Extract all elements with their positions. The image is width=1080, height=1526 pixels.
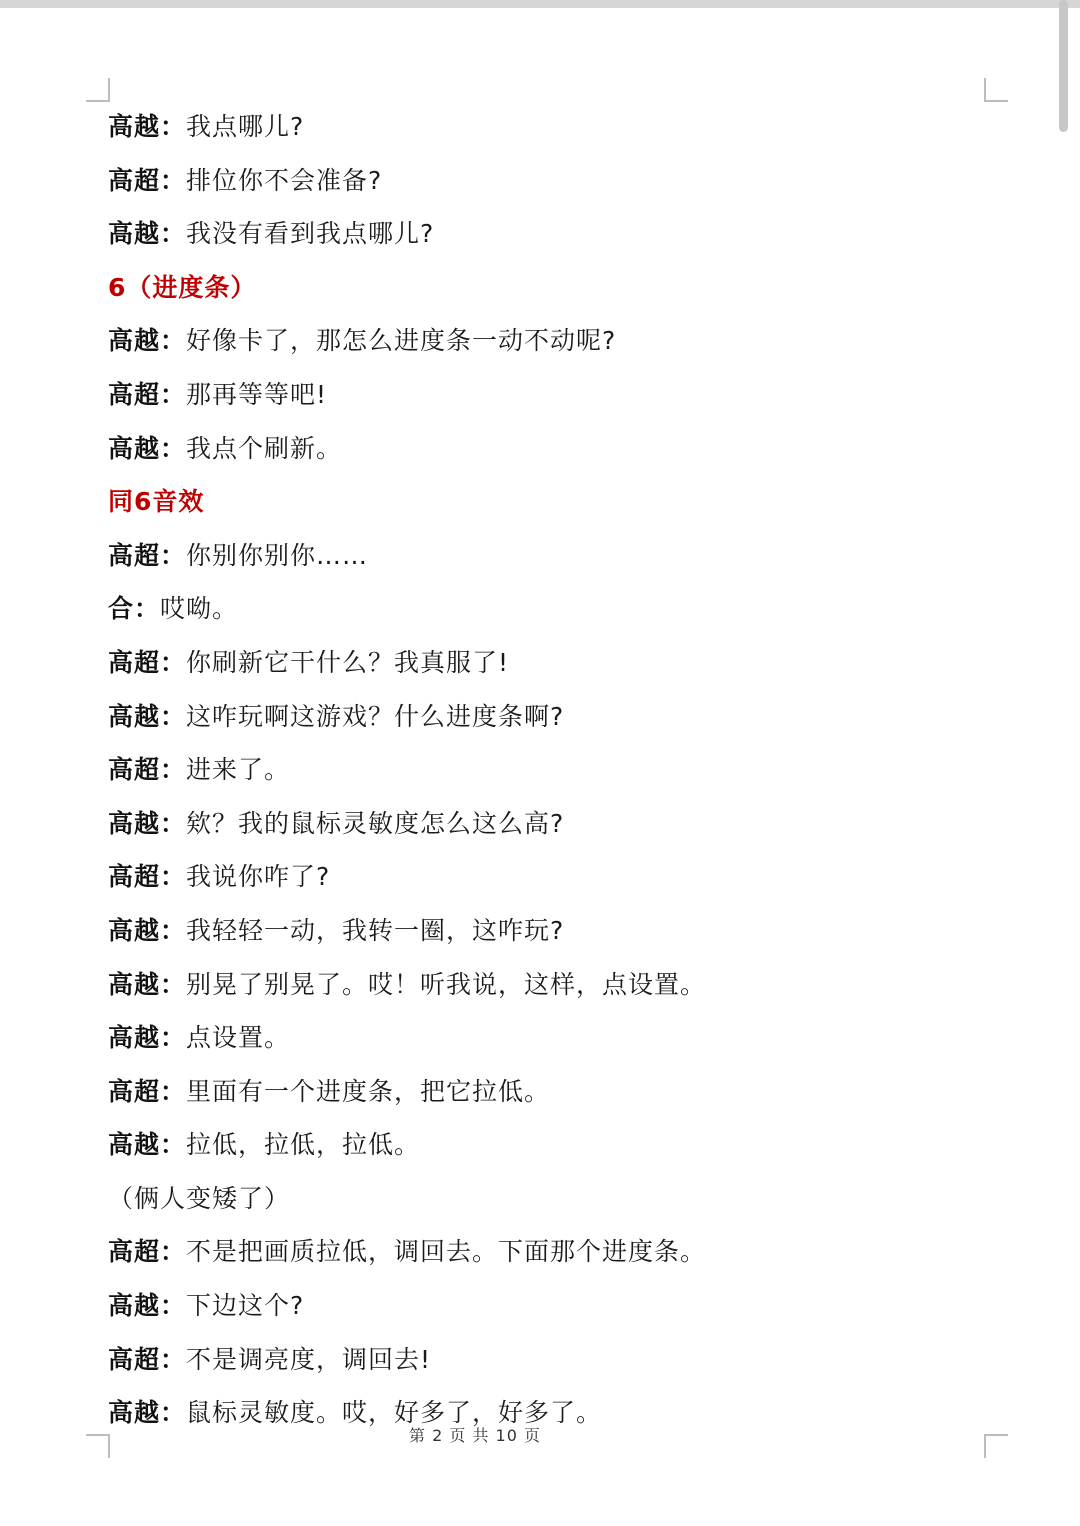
section-heading: [108, 261, 988, 315]
dialogue-line: [108, 958, 988, 1012]
dialogue-line: [108, 850, 988, 904]
dialogue-text: 这咋玩啊这游戏？什么进度条啊?: [186, 701, 565, 731]
dialogue-text: 我没有看到我点哪儿?: [186, 219, 435, 249]
dialogue-text: 里面有一个进度条，把它拉低。: [186, 1076, 551, 1106]
dialogue-line: [108, 1333, 988, 1387]
dialogue-text: 你刷新它干什么？我真服了!: [186, 647, 510, 677]
dialogue-line: [108, 743, 988, 797]
dialogue-text: 哎呦。: [160, 594, 239, 624]
speaker-name: 高越：: [108, 112, 187, 141]
speaker-name: 高越：: [108, 1130, 187, 1160]
speaker-name: 高越：: [108, 433, 187, 463]
dialogue-line: [108, 529, 988, 583]
dialogue-text: 排位你不会准备?: [186, 165, 383, 195]
speaker-name: 高超：: [108, 379, 187, 409]
dialogue-text: 我轻轻一动，我转一圈，这咋玩?: [186, 915, 565, 945]
vertical-scrollbar[interactable]: [1059, 0, 1068, 132]
document-body: [108, 100, 988, 1440]
dialogue-line: [108, 690, 988, 744]
dialogue-line: [108, 636, 988, 690]
speaker-name: 高越：: [108, 1023, 187, 1053]
stage-direction-text: （俩人变矮了）: [108, 1183, 291, 1213]
speaker-name: 高越：: [108, 326, 187, 356]
dialogue-text: 欸？我的鼠标灵敏度怎么这么高?: [186, 808, 565, 838]
dialogue-line: [108, 1118, 988, 1172]
speaker-name: 合：: [108, 594, 161, 624]
dialogue-text: 不是调亮度，调回去!: [186, 1344, 432, 1374]
section-heading-text: 同6音效: [108, 487, 205, 517]
speaker-name: 高越：: [108, 1291, 187, 1321]
dialogue-text: 我点个刷新。: [186, 433, 343, 463]
dialogue-line: [108, 100, 988, 154]
section-heading-text: 6（进度条）: [108, 272, 257, 302]
speaker-name: 高超：: [108, 1076, 187, 1106]
dialogue-text: 进来了。: [186, 755, 291, 785]
stage-direction: [108, 1172, 988, 1226]
dialogue-line: [108, 314, 988, 368]
speaker-name: 高超：: [108, 1237, 187, 1267]
speaker-name: 高越：: [108, 701, 187, 731]
speaker-name: 高超：: [108, 647, 187, 677]
speaker-name: 高越：: [108, 1398, 187, 1428]
speaker-name: 高超：: [108, 540, 187, 570]
dialogue-line: [108, 1279, 988, 1333]
speaker-name: 高越：: [108, 969, 187, 999]
dialogue-line: [108, 422, 988, 476]
dialogue-line: [108, 154, 988, 208]
speaker-name: 高超：: [108, 1344, 187, 1374]
dialogue-text: 别晃了别晃了。哎！听我说，这样，点设置。: [186, 969, 707, 999]
dialogue-line: [108, 904, 988, 958]
speaker-name: 高超：: [108, 165, 187, 195]
dialogue-line: [108, 207, 988, 261]
dialogue-text: 不是把画质拉低，调回去。下面那个进度条。: [186, 1237, 707, 1267]
dialogue-line: [108, 1065, 988, 1119]
dialogue-text: 我点哪儿?: [186, 112, 305, 141]
dialogue-line: [108, 797, 988, 851]
page-footer: 第 2 页 共 10 页: [409, 1426, 541, 1445]
speaker-name: 高越：: [108, 219, 187, 249]
speaker-name: 高越：: [108, 808, 187, 838]
page-corner-mark-top-right: [984, 78, 1008, 102]
top-toolbar-edge: [0, 0, 1080, 8]
dialogue-text: 你别你别你……: [186, 540, 369, 570]
dialogue-line: [108, 1225, 988, 1279]
dialogue-text: 点设置。: [186, 1023, 291, 1053]
dialogue-text: 下边这个?: [186, 1291, 305, 1321]
dialogue-line: [108, 1011, 988, 1065]
dialogue-text: 鼠标灵敏度。哎，好多了，好多了。: [186, 1398, 603, 1428]
dialogue-text: 那再等等吧!: [186, 379, 328, 409]
speaker-name: 高超：: [108, 755, 187, 785]
speaker-name: 高超：: [108, 862, 187, 892]
speaker-name: 高越：: [108, 915, 187, 945]
dialogue-text: 我说你咋了?: [186, 862, 331, 892]
page-corner-mark-top-left: [86, 78, 110, 102]
dialogue-text: 拉低，拉低，拉低。: [186, 1130, 421, 1160]
dialogue-line: [108, 582, 988, 636]
section-heading: [108, 475, 988, 529]
dialogue-text: 好像卡了，那怎么进度条一动不动呢?: [186, 326, 617, 356]
dialogue-line: [108, 368, 988, 422]
